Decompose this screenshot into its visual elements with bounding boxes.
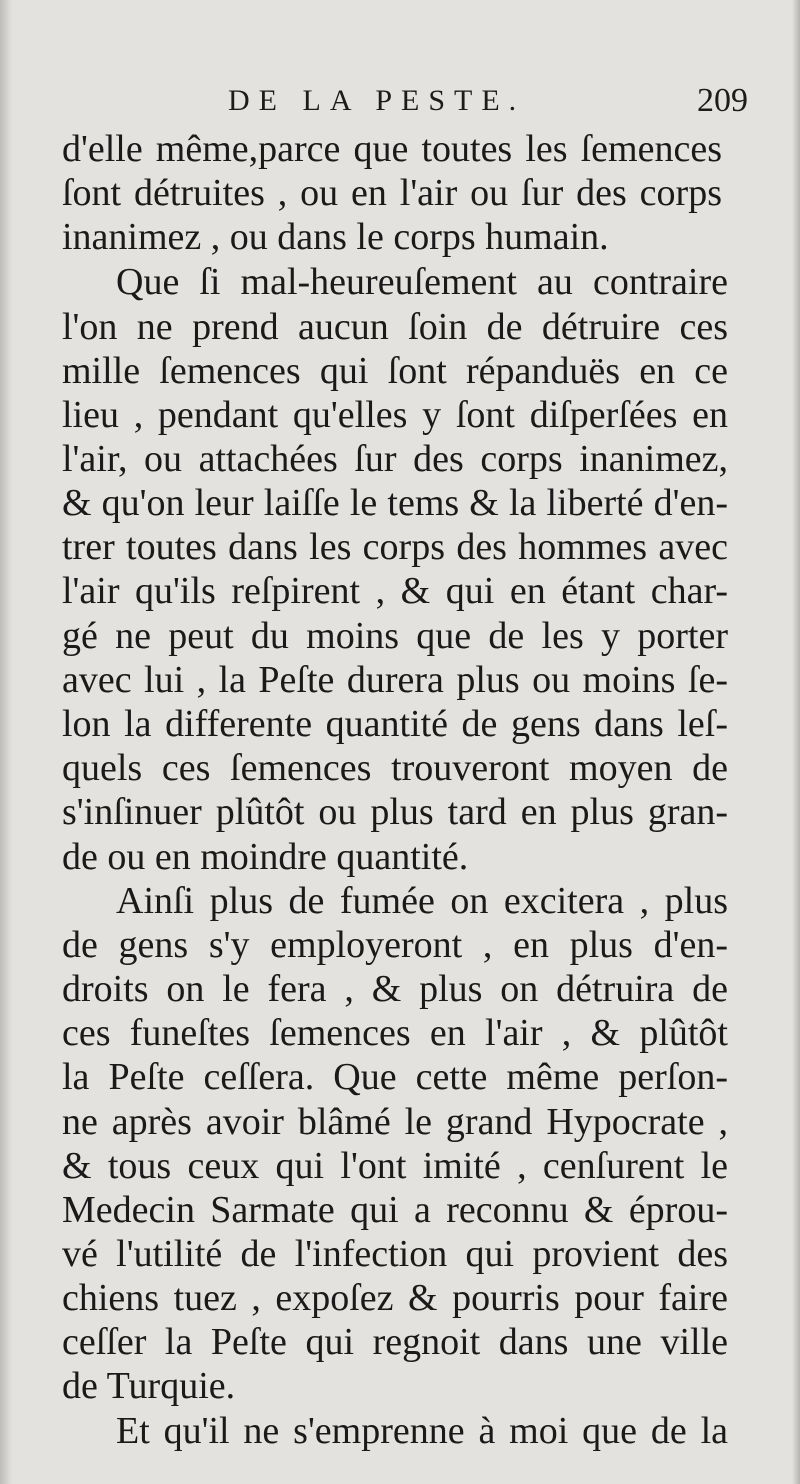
text-line: ceſſer la Peſte qui regnoit dans une ville bbox=[62, 1321, 728, 1363]
text-line: lieu , pendant qu'elles y ſont diſperſées en bbox=[62, 394, 728, 436]
text-line: & qu'on leur laiſſe le tems & la liberté d'en- bbox=[62, 482, 728, 524]
text-line: ces funeſtes ſemences en l'air , & plûtôt bbox=[62, 1012, 728, 1054]
text-line: de gens s'y employeront , en plus d'en- bbox=[62, 924, 728, 966]
text-line: l'on ne prend aucun ſoin de détruire ces bbox=[62, 306, 728, 348]
text-line: de Turquie. bbox=[62, 1365, 236, 1407]
text-line: l'air qu'ils reſpirent , & qui en étant char- bbox=[62, 570, 728, 612]
text-line: l'air, ou attachées ſur des corps inanimez, bbox=[62, 438, 728, 480]
text-line: vé l'utilité de l'infection qui provient des bbox=[62, 1233, 728, 1275]
text-line: mille ſemences qui ſont répanduës en ce bbox=[62, 350, 728, 392]
text-line: avec lui , la Peſte durera plus ou moins ſe- bbox=[62, 659, 728, 701]
text-line: Que ſi mal-heureuſement au contraire bbox=[116, 261, 728, 303]
text-line: ſont détruites , ou en l'air ou ſur des corps bbox=[62, 172, 722, 214]
text-line: Ainſi plus de fumée on excitera , plus bbox=[116, 880, 728, 922]
text-line: ne après avoir blâmé le grand Hypocrate , bbox=[62, 1101, 728, 1143]
text-line: d'elle même,parce que toutes les ſemences bbox=[62, 128, 722, 170]
text-line: s'inſinuer plûtôt ou plus tard en plus gran- bbox=[62, 791, 728, 833]
text-line: Et qu'il ne s'emprenne à moi que de la bbox=[116, 1410, 728, 1452]
text-line: & tous ceux qui l'ont imité , cenſurent le bbox=[62, 1145, 728, 1187]
text-line: droits on le fera , & plus on détruira de bbox=[62, 968, 728, 1010]
text-line: Medecin Sarmate qui a reconnu & éprou- bbox=[62, 1189, 728, 1231]
text-line: lon la differente quantité de gens dans leſ- bbox=[62, 703, 728, 745]
page-header bbox=[58, 84, 748, 124]
text-line: gé ne peut du moins que de les y porter bbox=[62, 615, 728, 657]
page-number: 209 bbox=[697, 82, 748, 119]
text-line: trer toutes dans les corps des hommes avec bbox=[62, 526, 728, 568]
text-line: la Peſte ceſſera. Que cette même perſon- bbox=[62, 1056, 728, 1098]
running-head: DE LA PESTE. bbox=[228, 84, 526, 117]
text-line: chiens tuez , expoſez & pourris pour faire bbox=[62, 1277, 728, 1319]
text-line: de ou en moindre quantité. bbox=[62, 836, 469, 878]
text-line: inanimez , ou dans le corps humain. bbox=[62, 216, 609, 258]
text-line: quels ces ſemences trouveront moyen de bbox=[62, 747, 728, 789]
